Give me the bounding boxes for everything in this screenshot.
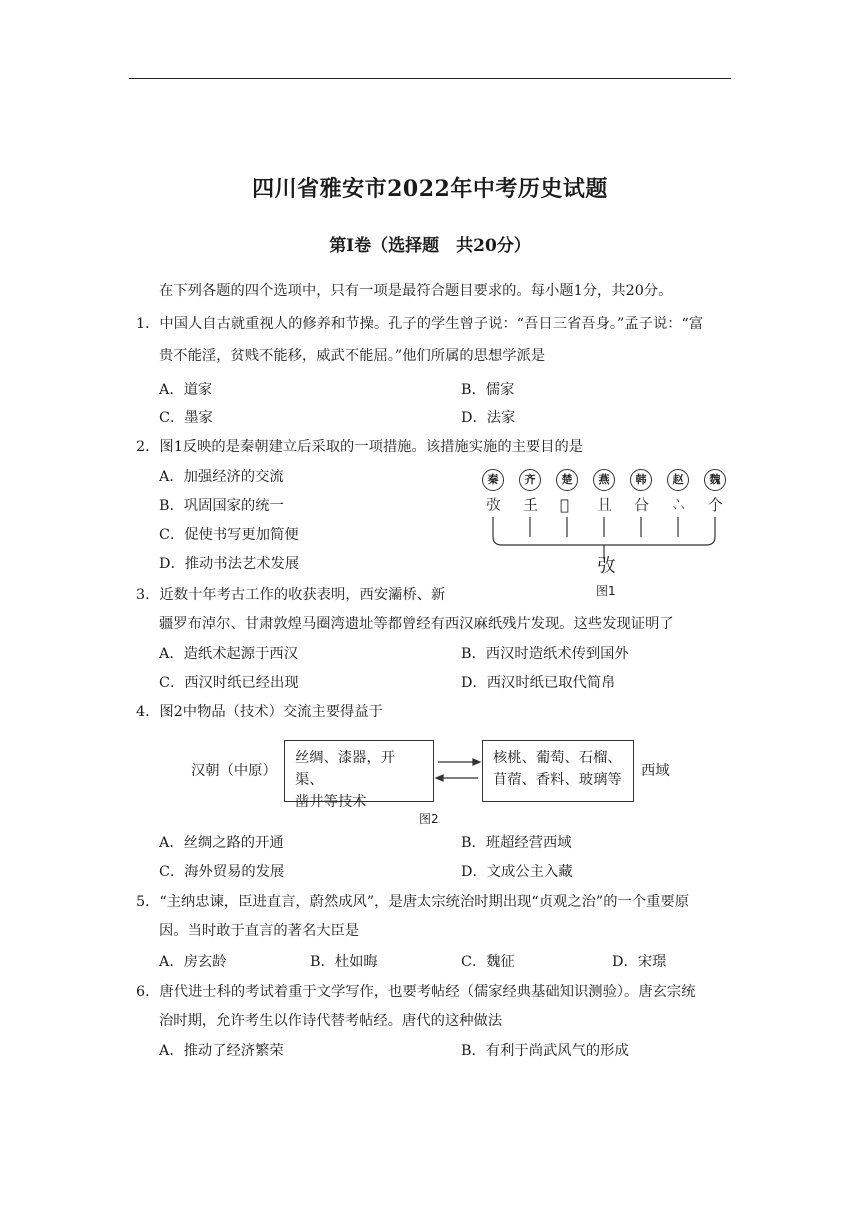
left-box-line2: 凿井等技术 xyxy=(295,794,367,810)
q5-option-b[interactable]: B．杜如晦 xyxy=(310,954,378,970)
q2-stem: 2．图1反映的是秦朝建立后采取的一项措施。该措施实施的主要目的是 xyxy=(136,439,584,455)
q6-stem-line1: 6．唐代进士科的考试着重于文学写作，也要考帖经（儒家经典基础知识测验）。唐玄宗统 xyxy=(136,984,696,1000)
figure-2-left-box xyxy=(284,740,434,810)
state-coin-zhao: 赵 xyxy=(667,469,689,491)
q5-option-a[interactable]: A．房玄龄 xyxy=(159,954,227,970)
right-box-line1: 核桃、葡萄、石榴、 xyxy=(493,750,622,766)
q3-option-a[interactable]: A．造纸术起源于西汉 xyxy=(159,646,298,662)
q4-option-a[interactable]: A．丝绸之路的开通 xyxy=(159,835,284,851)
exam-title: 四川省雅安市2022年中考历史试题 xyxy=(252,176,608,202)
state-coin-row xyxy=(482,469,732,495)
q2-option-b[interactable]: B．巩固国家的统一 xyxy=(159,498,284,514)
state-coin-yan: 燕 xyxy=(593,469,615,491)
header-rule xyxy=(129,78,731,79)
figure-2-right-label: 西域 xyxy=(641,763,670,779)
state-coin-qin: 秦 xyxy=(482,469,504,491)
q4-stem: 4．图2中物品（技术）交流主要得益于 xyxy=(136,704,383,720)
script-glyph-qin: 𢎿 xyxy=(486,496,502,514)
q1-stem-line2: 贵不能淫，贫贱不能移，威武不能屈。”他们所属的思想学派是 xyxy=(159,348,546,364)
section-title: 第Ⅰ卷（选择题 共20分） xyxy=(329,236,531,256)
left-box-line1: 丝绸、漆器，开渠、 xyxy=(295,750,396,788)
figure-2-left-label: 汉朝（中原） xyxy=(191,763,277,779)
q1-option-c[interactable]: C．墨家 xyxy=(159,410,213,426)
figure-2-caption: 图2 xyxy=(419,812,439,826)
script-glyph-zhao: 𠁼 xyxy=(671,496,687,514)
instructions: 在下列各题的四个选项中，只有一项是最符合题目要求的。每小题1分，共20分。 xyxy=(159,283,673,299)
q1-option-d[interactable]: D．法家 xyxy=(461,410,516,426)
script-glyph-chu: 𠂌 xyxy=(560,496,570,514)
q6-stem-line2: 治时期，允许考生以作诗代替考帖经。唐代的这种做法 xyxy=(159,1013,503,1029)
q3-stem-line2: 疆罗布淖尔、甘肃敦煌马圈湾遗址等都曾经有西汉麻纸残片发现。这些发现证明了 xyxy=(159,616,674,632)
script-glyph-wei: 𠆤 xyxy=(708,496,724,514)
figure-2-right-box xyxy=(482,740,634,802)
exchange-arrows xyxy=(434,752,482,788)
q4-option-d[interactable]: D．文成公主入藏 xyxy=(461,864,573,880)
q2-option-c[interactable]: C．促使书写更加简便 xyxy=(159,527,299,543)
q3-option-d[interactable]: D．西汉时纸已取代简帛 xyxy=(461,675,616,691)
q5-option-d[interactable]: D．宋璟 xyxy=(612,954,667,970)
q2-option-a[interactable]: A．加强经济的交流 xyxy=(159,469,284,485)
state-coin-chu: 楚 xyxy=(556,469,578,491)
q5-option-c[interactable]: C．魏征 xyxy=(461,954,515,970)
q5-stem-line2: 因。当时敢于直言的著名大臣是 xyxy=(159,923,360,939)
q1-option-b[interactable]: B．儒家 xyxy=(461,382,515,398)
q5-stem-line1: 5．“主纳忠谏，臣进直言，蔚然成风”，是唐太宗统治时期出现“贞观之治”的一个重要原 xyxy=(136,894,690,910)
state-coin-qi: 齐 xyxy=(519,469,541,491)
state-coin-han: 韩 xyxy=(630,469,652,491)
q4-option-c[interactable]: C．海外贸易的发展 xyxy=(159,864,285,880)
q2-option-d[interactable]: D．推动书法艺术发展 xyxy=(159,556,300,572)
q6-option-b[interactable]: B．有利于尚武风气的形成 xyxy=(461,1043,629,1059)
q3-option-b[interactable]: B．西汉时造纸术传到国外 xyxy=(461,646,629,662)
q4-option-b[interactable]: B．班超经营西域 xyxy=(461,835,572,851)
unified-script-glyph: 𢎿 xyxy=(597,555,617,577)
figure-1-caption: 图1 xyxy=(596,584,616,598)
q3-option-c[interactable]: C．西汉时纸已经出现 xyxy=(159,675,299,691)
state-coin-wei: 魏 xyxy=(704,469,726,491)
script-glyph-yan: 𠀇 xyxy=(597,496,613,514)
script-glyph-han: 㕣 xyxy=(634,496,650,514)
q1-stem-line1: 1．中国人自古就重视人的修养和节操。孔子的学生曾子说：“吾日三省吾身。”孟子说：“富 xyxy=(136,316,704,332)
script-glyph-qi: 𡈼 xyxy=(523,496,539,514)
q1-option-a[interactable]: A．道家 xyxy=(159,382,213,398)
q6-option-a[interactable]: A．推动了经济繁荣 xyxy=(159,1043,284,1059)
q3-stem-line1: 3．近数十年考古工作的收获表明，西安灞桥、新 xyxy=(136,587,446,603)
right-box-line2: 苜蓿、香料、玻璃等 xyxy=(493,772,622,788)
